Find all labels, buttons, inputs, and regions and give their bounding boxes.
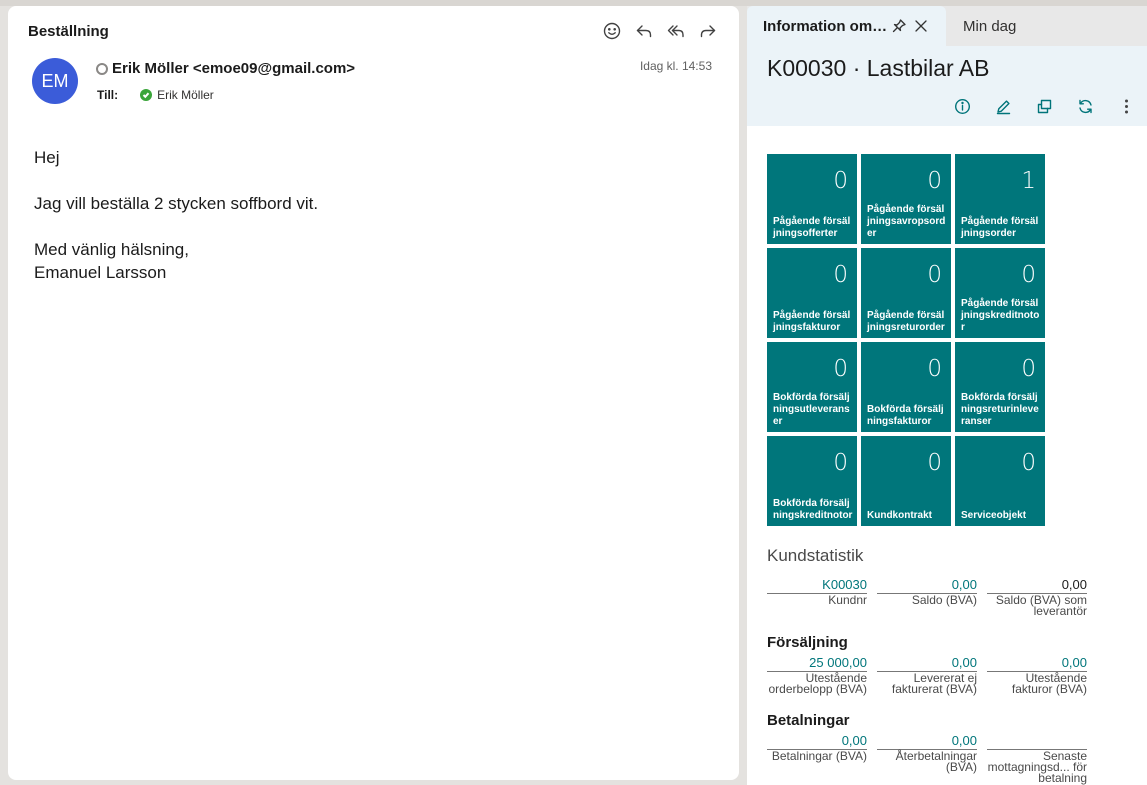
stat-label: Utestående fakturor (BVA) xyxy=(1011,671,1087,696)
email-reading-pane xyxy=(8,6,739,780)
sender[interactable] xyxy=(96,60,355,77)
business-central-pane xyxy=(747,6,1147,785)
cue-label: Bokförda försäljningsutleveranser xyxy=(773,392,850,427)
stat-label: Återbetalningar (BVA) xyxy=(895,749,977,774)
forward-icon[interactable] xyxy=(697,20,719,42)
record-toolbar xyxy=(952,96,1137,117)
email-subject: Beställning xyxy=(28,23,109,40)
cue-tile[interactable] xyxy=(767,342,857,432)
cue-tile[interactable] xyxy=(767,154,857,244)
stat-label: Betalningar (BVA) xyxy=(771,749,867,763)
stat-cell xyxy=(877,655,977,695)
stat-value[interactable]: 0,00 xyxy=(877,655,977,672)
addin-tabs xyxy=(747,6,1147,46)
more-options-icon[interactable] xyxy=(1116,96,1137,117)
to-label: Till: xyxy=(97,88,119,102)
cue-value: 0 xyxy=(927,262,942,288)
cue-value: 0 xyxy=(833,262,848,288)
stat-value: 0,00 xyxy=(987,577,1087,594)
cue-label: Pågående försäljningsavropsorder xyxy=(867,204,946,239)
cue-value: 0 xyxy=(833,356,848,382)
cue-tile[interactable] xyxy=(861,154,951,244)
cue-tile[interactable] xyxy=(767,248,857,338)
reply-icon[interactable] xyxy=(633,20,655,42)
cue-label: Pågående försäljningsofferter xyxy=(773,216,851,239)
cue-label: Pågående försäljningskreditnotor xyxy=(961,298,1040,333)
record-header xyxy=(747,46,1147,126)
cue-label: Pågående försäljningsorder xyxy=(961,216,1039,239)
cue-label: Serviceobjekt xyxy=(961,510,1027,521)
stat-cell xyxy=(767,733,867,784)
stat-cell xyxy=(767,577,867,617)
stat-cell xyxy=(987,733,1087,784)
stat-value[interactable]: 0,00 xyxy=(877,733,977,750)
tab-information[interactable] xyxy=(747,6,946,46)
cue-tile[interactable] xyxy=(767,436,857,526)
payments-stats-row xyxy=(767,733,1097,784)
cue-value: 0 xyxy=(1021,450,1036,476)
cue-value: 0 xyxy=(833,168,848,194)
sales-section-title: Försäljning xyxy=(767,634,848,651)
refresh-icon[interactable] xyxy=(1075,96,1096,117)
cue-value: 0 xyxy=(1021,356,1036,382)
page-title: K00030 · Lastbilar AB xyxy=(767,55,990,81)
cue-label: Bokförda försäljningskreditnotor xyxy=(773,498,853,521)
sales-stats-row xyxy=(767,655,1097,695)
recipients-row xyxy=(97,88,214,102)
cue-tile[interactable] xyxy=(955,154,1045,244)
cue-value: 0 xyxy=(927,168,942,194)
cue-value: 0 xyxy=(833,450,848,476)
info-icon[interactable] xyxy=(952,96,973,117)
cue-value: 0 xyxy=(927,450,942,476)
pin-icon[interactable] xyxy=(889,16,909,36)
close-icon[interactable] xyxy=(911,16,931,36)
emoji-icon[interactable] xyxy=(601,20,623,42)
stat-label: Levererat ej fakturerat (BVA) xyxy=(891,671,977,696)
cue-label: Pågående försäljningsfakturor xyxy=(773,310,851,333)
email-action-bar xyxy=(601,20,719,42)
customer-statistics-title: Kundstatistik xyxy=(767,546,864,565)
cue-label: Kundkontrakt xyxy=(867,510,932,521)
open-in-new-window-icon[interactable] xyxy=(1034,96,1055,117)
recipient-name[interactable]: Erik Möller xyxy=(157,88,214,102)
stat-value xyxy=(987,733,1087,750)
stat-value[interactable]: 25 000,00 xyxy=(767,655,867,672)
stat-cell xyxy=(987,655,1087,695)
cue-value: 0 xyxy=(1021,262,1036,288)
stat-value[interactable]: 0,00 xyxy=(767,733,867,750)
stat-value[interactable]: K00030 xyxy=(767,577,867,594)
presence-available-icon xyxy=(140,89,152,101)
stat-cell xyxy=(877,577,977,617)
cue-label: Pågående försäljningsreturorder xyxy=(867,310,945,333)
body-text: Jag vill beställa 2 stycken soffbord vit. xyxy=(34,194,319,213)
sender-name[interactable]: Erik Möller <emoe09@gmail.com> xyxy=(112,60,356,77)
tab-my-day[interactable]: Min dag xyxy=(963,18,1017,35)
stat-label: Senaste mottagningsd... för betalning xyxy=(987,749,1087,785)
cue-tile[interactable] xyxy=(955,248,1045,338)
body-closing: Med vänlig hälsning, xyxy=(34,240,189,259)
presence-offline-icon xyxy=(96,63,108,75)
email-timestamp: Idag kl. 14:53 xyxy=(639,59,712,73)
cue-label: Bokförda försäljningsreturinleveranser xyxy=(961,392,1039,427)
stat-value[interactable]: 0,00 xyxy=(877,577,977,594)
cue-value: 1 xyxy=(1021,168,1036,194)
body-greeting: Hej xyxy=(34,148,60,167)
cue-value: 0 xyxy=(927,356,942,382)
stat-cell xyxy=(987,577,1087,617)
stat-value[interactable]: 0,00 xyxy=(987,655,1087,672)
email-body xyxy=(34,146,318,284)
stat-label: Saldo (BVA) som leverantör xyxy=(995,593,1087,618)
cue-label: Bokförda försäljningsfakturor xyxy=(867,404,944,427)
avatar[interactable]: EM xyxy=(32,58,78,104)
reply-all-icon[interactable] xyxy=(665,20,687,42)
cue-tile[interactable] xyxy=(861,342,951,432)
stat-label: Utestående orderbelopp (BVA) xyxy=(768,671,867,696)
general-stats-row xyxy=(767,577,1097,617)
cue-tile[interactable] xyxy=(955,436,1045,526)
edit-icon[interactable] xyxy=(993,96,1014,117)
payments-section-title: Betalningar xyxy=(767,712,850,729)
stat-cell xyxy=(767,655,867,695)
body-signature: Emanuel Larsson xyxy=(34,263,167,282)
stat-label: Kundnr xyxy=(828,593,867,607)
stat-label: Saldo (BVA) xyxy=(911,593,977,607)
cue-tile[interactable] xyxy=(861,248,951,338)
cue-tiles xyxy=(767,154,1047,526)
cue-tile[interactable] xyxy=(955,342,1045,432)
stat-cell xyxy=(877,733,977,784)
cue-tile[interactable] xyxy=(861,436,951,526)
tab-information-label: Information om… xyxy=(763,17,887,35)
